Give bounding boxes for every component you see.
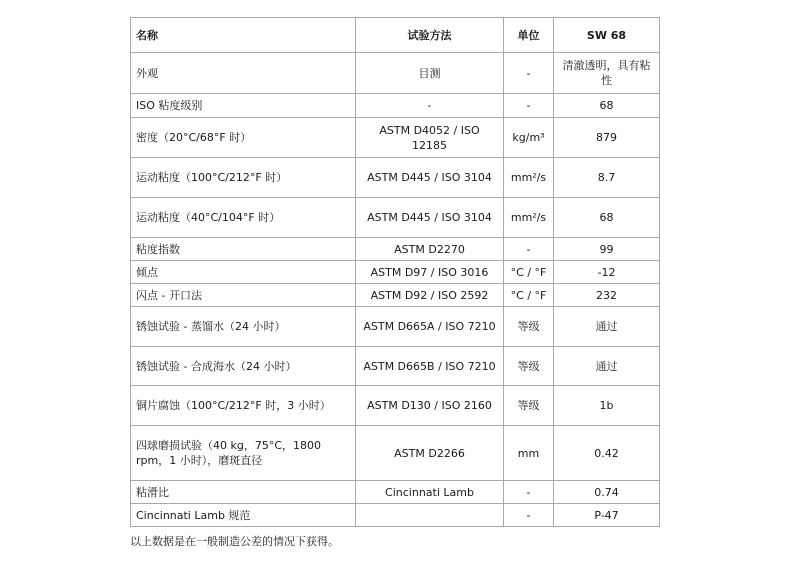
row-value: 68 <box>554 198 660 238</box>
table-row <box>131 386 660 426</box>
row-method: ASTM D4052 / ISO 12185 <box>356 118 504 158</box>
row-value: 通过 <box>554 347 660 386</box>
row-unit: 等级 <box>504 347 554 386</box>
row-value: 清澈透明，具有粘性 <box>554 53 660 94</box>
table-row <box>131 284 660 307</box>
row-method: ASTM D92 / ISO 2592 <box>356 284 504 307</box>
row-unit: - <box>504 53 554 94</box>
row-unit: - <box>504 481 554 504</box>
row-value: 232 <box>554 284 660 307</box>
row-method <box>356 504 504 527</box>
row-value: 68 <box>554 94 660 118</box>
row-unit: - <box>504 504 554 527</box>
header-value: SW 68 <box>554 18 660 53</box>
table-row <box>131 481 660 504</box>
table-row <box>131 158 660 198</box>
row-method: ASTM D665B / ISO 7210 <box>356 347 504 386</box>
row-name: 运动粘度（100°C/212°F 时） <box>131 158 356 198</box>
header-unit: 单位 <box>504 18 554 53</box>
row-unit: mm <box>504 426 554 481</box>
table-header-row <box>131 18 660 53</box>
row-unit: - <box>504 94 554 118</box>
row-method: ASTM D2270 <box>356 238 504 261</box>
row-name: 粘滑比 <box>131 481 356 504</box>
table-row <box>131 347 660 386</box>
row-name: 锈蚀试验 - 合成海水（24 小时） <box>131 347 356 386</box>
row-value: -12 <box>554 261 660 284</box>
row-name: 锈蚀试验 - 蒸馏水（24 小时） <box>131 307 356 347</box>
row-name: 铜片腐蚀（100°C/212°F 时，3 小时） <box>131 386 356 426</box>
row-value: 1b <box>554 386 660 426</box>
row-method: ASTM D2266 <box>356 426 504 481</box>
row-name: ISO 粘度级别 <box>131 94 356 118</box>
row-value: P-47 <box>554 504 660 527</box>
row-unit: °C / °F <box>504 261 554 284</box>
header-name: 名称 <box>131 18 356 53</box>
row-unit: 等级 <box>504 307 554 347</box>
row-unit: - <box>504 238 554 261</box>
row-name: 闪点 - 开口法 <box>131 284 356 307</box>
row-method: - <box>356 94 504 118</box>
row-method: ASTM D97 / ISO 3016 <box>356 261 504 284</box>
row-method: Cincinnati Lamb <box>356 481 504 504</box>
row-method: ASTM D665A / ISO 7210 <box>356 307 504 347</box>
row-name: 四球磨损试验（40 kg，75°C，1800 rpm，1 小时），磨斑直径 <box>131 426 356 481</box>
row-unit: mm²/s <box>504 198 554 238</box>
header-method: 试验方法 <box>356 18 504 53</box>
table-row <box>131 504 660 527</box>
spec-table <box>130 17 660 527</box>
table-row <box>131 94 660 118</box>
table-row <box>131 53 660 94</box>
row-value: 0.74 <box>554 481 660 504</box>
row-method: ASTM D130 / ISO 2160 <box>356 386 504 426</box>
row-name: 密度（20°C/68°F 时） <box>131 118 356 158</box>
row-value: 879 <box>554 118 660 158</box>
row-method: 目测 <box>356 53 504 94</box>
table-row <box>131 238 660 261</box>
table-row <box>131 118 660 158</box>
row-value: 通过 <box>554 307 660 347</box>
table-row <box>131 261 660 284</box>
footnote: 以上数据是在一般制造公差的情况下获得。 <box>130 535 339 548</box>
row-value: 0.42 <box>554 426 660 481</box>
row-value: 99 <box>554 238 660 261</box>
row-name: 倾点 <box>131 261 356 284</box>
row-unit: kg/m³ <box>504 118 554 158</box>
table-row <box>131 307 660 347</box>
row-name: 运动粘度（40°C/104°F 时） <box>131 198 356 238</box>
row-unit: 等级 <box>504 386 554 426</box>
row-unit: mm²/s <box>504 158 554 198</box>
row-method: ASTM D445 / ISO 3104 <box>356 198 504 238</box>
row-name: 外观 <box>131 53 356 94</box>
row-name: Cincinnati Lamb 规范 <box>131 504 356 527</box>
row-method: ASTM D445 / ISO 3104 <box>356 158 504 198</box>
table-row <box>131 426 660 481</box>
row-name: 粘度指数 <box>131 238 356 261</box>
row-unit: °C / °F <box>504 284 554 307</box>
table-row <box>131 198 660 238</box>
row-value: 8.7 <box>554 158 660 198</box>
